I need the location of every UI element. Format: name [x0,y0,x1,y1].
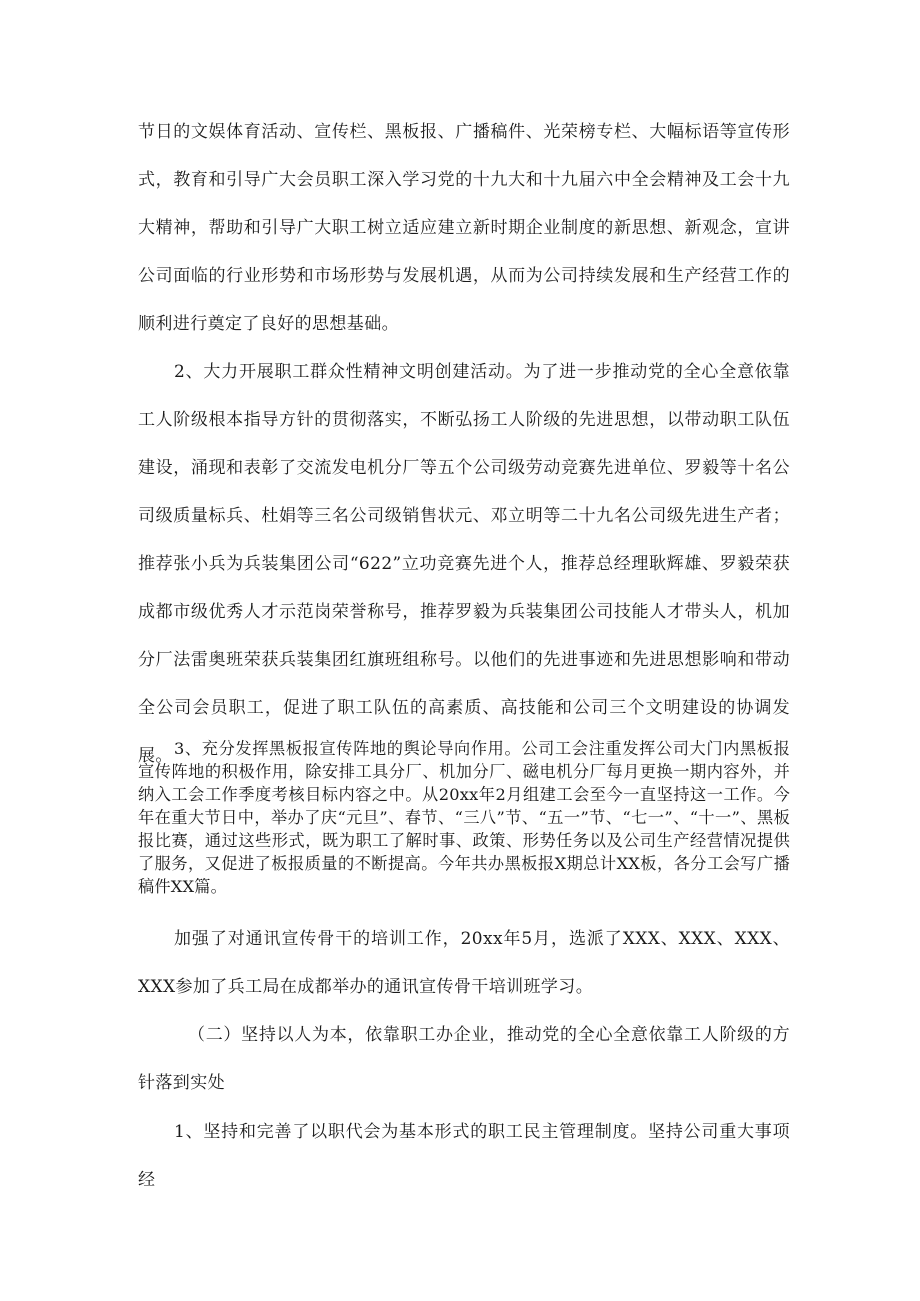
paragraph-blackboard-newspaper: 3、充分发挥黑板报宣传阵地的舆论导向作用。公司工会注重发挥公司大门内黑板报宣传阵地的积极作用，除安排工具分厂、机加分厂、磁电机分厂每月更换一期内容外，并纳入工会工作季度考核目标内容之中。从20xx年2月组建工会至今一直坚持这一工作。今年在重大节日中，举办了庆“元旦”、春节、“三八”节、“五一”节、“七一”、“十一”、黑板报比赛，通过这些形式，既为职工了解时事、政策、形势任务以及公司生产经营情况提供了服务，又促进了板报质量的不断提高。今年共办黑板报X期总计XX板，各分工会写广播稿件XX篇。 [138,739,790,896]
paragraph-civilization-activities: 2、大力开展职工群众性精神文明创建活动。为了进一步推动党的全心全意依靠工人阶级根本指导方针的贯彻落实，不断弘扬工人阶级的先进思想，以带动职工队伍建设，涌现和表彰了交流发电机分厂等五个公司级劳动竞赛先进单位、罗毅等十名公司级质量标兵、杜娟等三名公司级销售状元、邓立明等二十九名公司级先进生产者；推荐张小兵为兵装集团公司“622”立功竞赛先进个人，推荐总经理耿辉雄、罗毅荣获成都市级优秀人才示范岗荣誉称号，推荐罗毅为兵装集团公司技能人才带头人，机加分厂法雷奥班荣获兵装集团红旗班组称号。以他们的先进事迹和先进思想影响和带动全公司会员职工，促进了职工队伍的高素质、高技能和公司三个文明建设的协调发展。 [138,362,790,766]
paragraph-training-work: 加强了对通讯宣传骨干的培训工作，20xx年5月，选派了XXX、XXX、XXX、XXX参加了兵工局在成都举办的通讯宣传骨干培训班学习。 [138,929,790,997]
paragraph-propaganda-forms: 节日的文娱体育活动、宣传栏、黑板报、广播稿件、光荣榜专栏、大幅标语等宣传形式，教育和引导广大会员职工深入学习党的十九大和十九届六中全会精神及工会十九大精神，帮助和引导广大职工树立适应建立新时期企业制度的新思想、新观念，宣讲公司面临的行业形势和市场形势与发展机遇，从而为公司持续发展和生产经营工作的顺利进行奠定了良好的思想基础。 [138,122,790,334]
section-heading-people-oriented: （二）坚持以人为本，依靠职工办企业，推动党的全心全意依靠工人阶级的方针落到实处 [138,1025,790,1093]
paragraph-democratic-management: 1、坚持和完善了以职代会为基本形式的职工民主管理制度。坚持公司重大事项经 [138,1122,790,1190]
